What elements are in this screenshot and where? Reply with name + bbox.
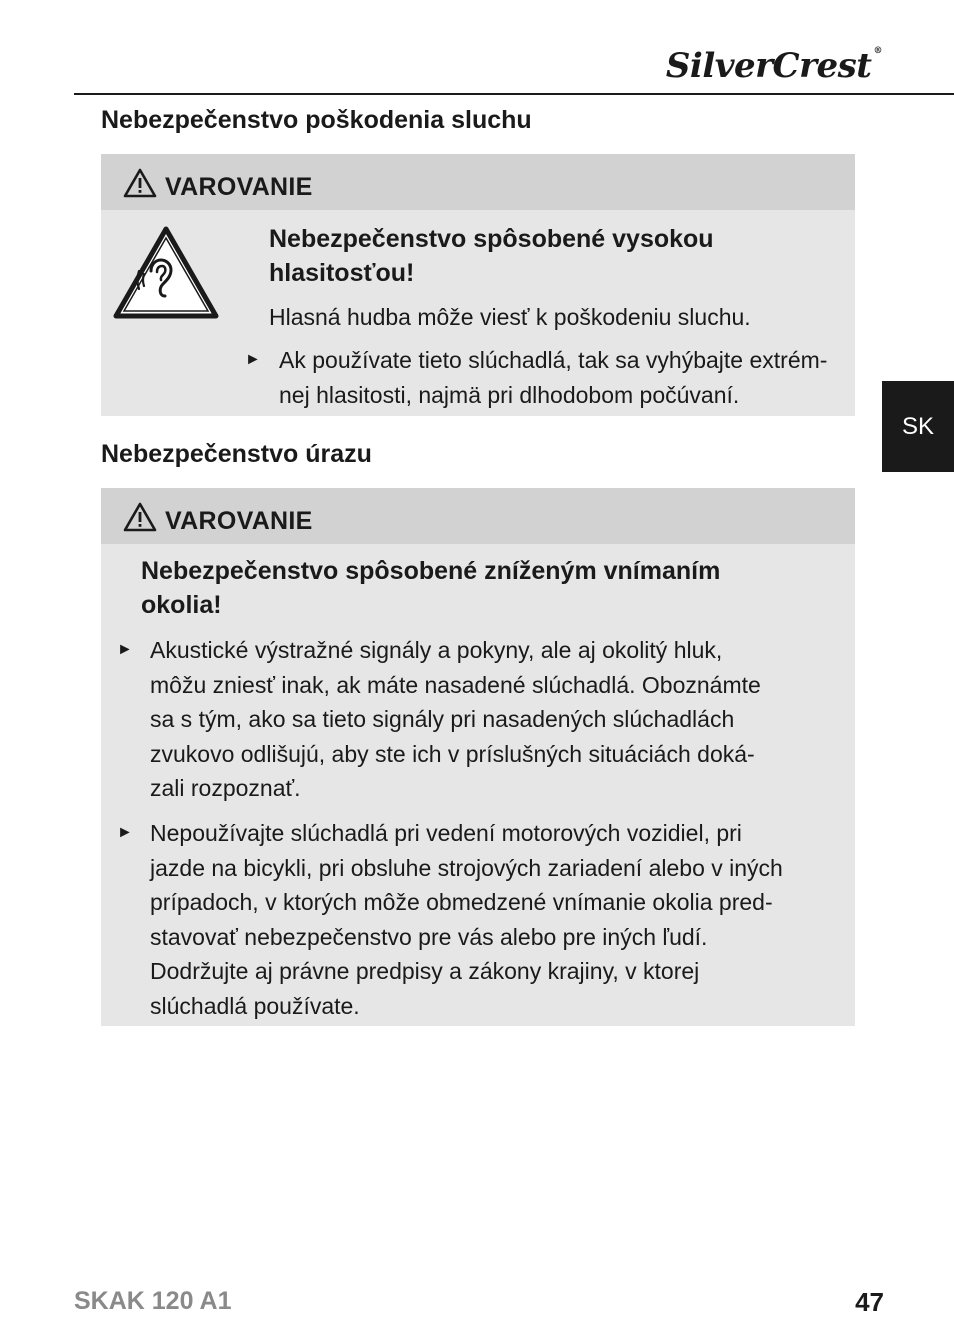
warning-text: Hlasná hudba môže viesť k poškodeniu sluchu. [269,304,751,330]
warning-header [101,488,855,544]
bullet-arrow-icon: ► [117,641,133,658]
warning-triangle-icon [123,168,157,198]
footer-model-number: SKAK 120 A1 [74,1287,232,1315]
section-heading-hearing: Nebezpečenstvo poškodenia sluchu [101,106,532,134]
bullet-arrow-icon: ► [245,351,261,368]
bullet-arrow-icon: ► [117,824,133,841]
page-number: 47 [855,1287,884,1317]
warning-label: VAROVANIE [165,173,313,201]
header-divider [74,93,954,95]
section-heading-injury: Nebezpečenstvo úrazu [101,440,372,468]
warning-label: VAROVANIE [165,507,313,535]
brand-logo: SilverCrest ® [665,46,882,86]
warning-header [101,154,855,210]
warning-box-hearing: VAROVANIE Nebezpečenstvo spôsobené vysokou hlasitosťou! Hlasná hudba môže viesť k poškodeniu sluchu. ► Ak používate tieto slúchadlá, tak sa vyhýbajte extrém- nej hlasitosti, najmä pri dlhodobom počúvaní. [101,154,855,416]
warning-title: Nebezpečenstvo spôsobené zníženým vnímaním okolia! [141,557,721,619]
warning-triangle-icon [123,502,157,532]
hearing-hazard-icon [111,224,221,322]
warning-box-injury: VAROVANIE Nebezpečenstvo spôsobené zníženým vnímaním okolia! ► Akustické výstražné signály a pokyny, ale aj okolitý hluk, môžu zniesť inak, ak máte nasadené slúchadlá. Oboznámte sa s tým, ako sa tieto signály pri nasadených slúchadlách zvukovo odlišujú, aby ste ich v príslušných situáciách doká- zali rozpoznať. ► Nepoužívajte slúchadlá pri vedení motorových vozidiel, pri jazde na bicykli, pri obsluhe strojových zariadení alebo v iných prípadoch, v ktorých môže obmedzené vnímanie okolia pred- stavovať nebezpečenstvo pre vás alebo pre iných ľudí. Dodržujte aj právne predpisy a zákony krajiny, v ktorej slúchadlá používate. [101,488,855,1026]
language-tab: SK [882,381,954,472]
warning-title: Nebezpečenstvo spôsobené vysokou hlasitosťou! [269,225,714,287]
